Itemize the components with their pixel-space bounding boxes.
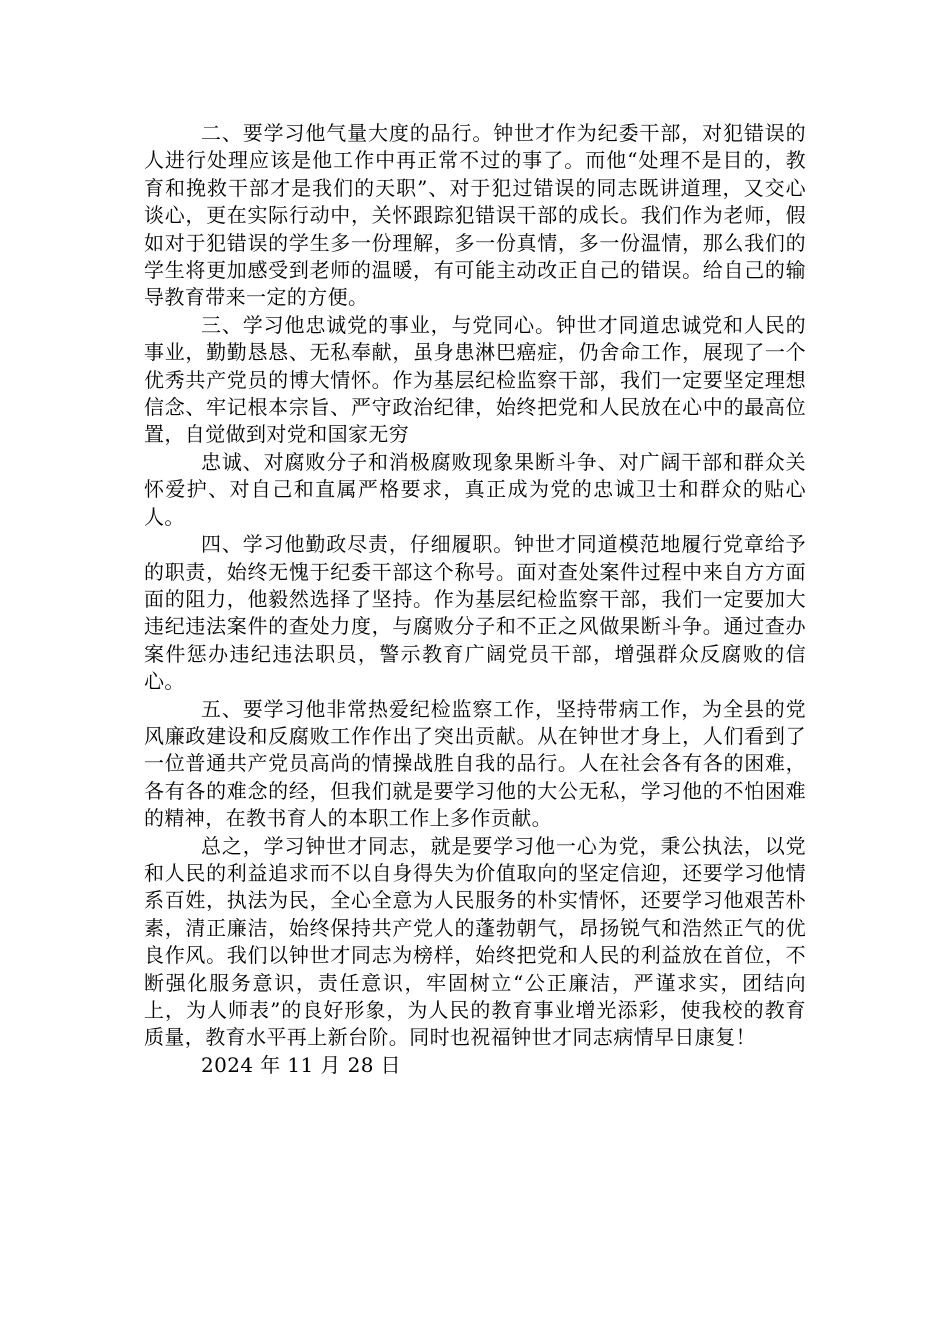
paragraph-three: 三、学习他忠诚党的事业，与党同心。钟世才同道忠诚党和人民的事业，勤勤恳恳、无私奉献，虽身患淋巴癌症，仍舍命工作，展现了一个优秀共产党员的博大情怀。作为基层纪检监察干部，我们一定要坚定理想信念、牢记根本宗旨、严守政治纪律，始终把党和人民放在心中的最高位置，自觉做到对党和国家无穷	[144, 312, 806, 447]
paragraph-four: 四、学习他勤政尽责，仔细履职。钟世才同道模范地履行党章给予的职责，始终无愧于纪委干部这个称号。面对查处案件过程中来自方方面面的阻力，他毅然选择了坚持。作为基层纪检监察干部，我们一定要加大违纪违法案件的查处力度，与腐败分子和不正之风做果断斗争。通过查办案件惩办违纪违法职员，警示教育广阔党员干部，增强群众反腐败的信心。	[144, 532, 806, 694]
paragraph-three-continued: 忠诚、对腐败分子和消极腐败现象果断斗争、对广阔干部和群众关怀爱护、对自己和直属严格要求，真正成为党的忠诚卫士和群众的贴心人。	[144, 449, 806, 529]
document-date: 2024 年 11 月 28 日	[201, 1052, 401, 1077]
paragraph-two: 二、要学习他气量大度的品行。钟世才作为纪委干部，对犯错误的人进行处理应该是他工作中再正常不过的事了。而他“处理不是目的，教育和挽救干部才是我们的天职”、对于犯过错误的同志既讲道理，又交心谈心，更在实际行动中，关怀跟踪犯错误干部的成长。我们作为老师，假如对于犯错误的学生多一份理解，多一份真情，多一份温情，那么我们的学生将更加感受到老师的温暖，有可能主动改正自己的错误。给自己的输导教育带来一定的方便。	[144, 121, 806, 310]
document-page	[144, 120, 806, 1079]
paragraph-five: 五、要学习他非常热爱纪检监察工作，坚持带病工作，为全县的党风廉政建设和反腐败工作作出了突出贡献。从在钟世才身上，人们看到了一位普通共产党员高尚的情操战胜自我的品行。人在社会各有各的困难，各有各的难念的经，但我们就是要学习他的大公无私，学习他的不怕困难的精神，在教书育人的本职工作上多作贡献。	[144, 696, 806, 831]
paragraph-summary: 总之，学习钟世才同志，就是要学习他一心为党，秉公执法，以党和人民的利益追求而不以自身得失为价值取向的坚定信迎，还要学习他情系百姓，执法为民，全心全意为人民服务的朴实情怀，还要学习他艰苦朴素，清正廉洁，始终保持共产党人的蓬勃朝气，昂扬锐气和浩然正气的优良作风。我们以钟世才同志为榜样，始终把党和人民的利益放在首位，不断强化服务意识，责任意识，牢固树立“公正廉洁，严谨求实，团结向上，为人师表”的良好形象，为人民的教育事业增光添彩，使我校的教育质量，教育水平再上新台阶。同时也祝福钟世才同志病情早日康复！	[144, 833, 806, 1050]
